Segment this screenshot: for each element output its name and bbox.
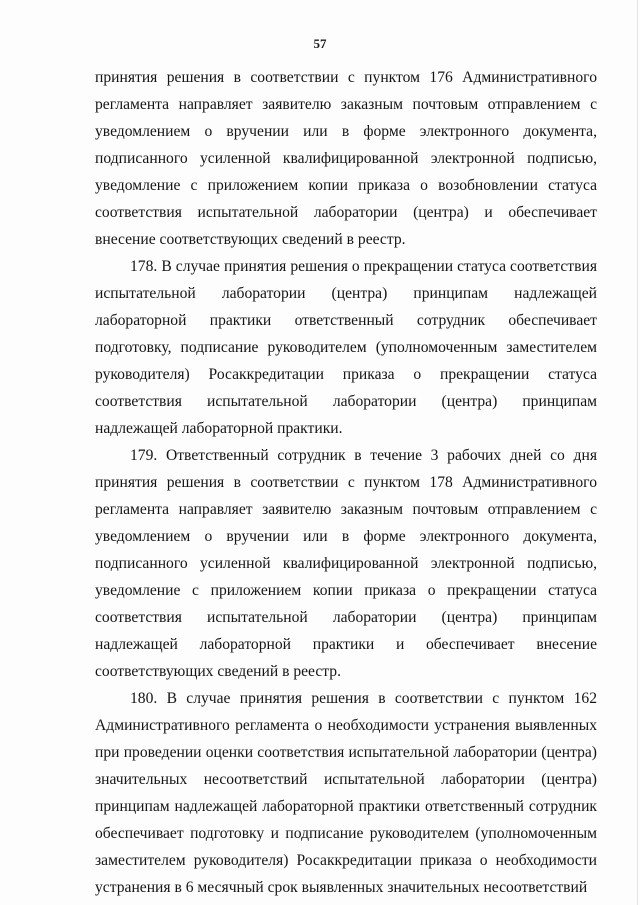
paragraph-180: 180. В случае принятия решения в соответствии с пунктом 162 Административного регламента о необходимости устранения выявленных при проведении оценки соответствия испытательной лаборатории (центра) значительных несоответствий испытательной лаборатории (центра) принципам надлежащей лабораторной практики ответственный сотрудник обеспечивает подготовку и подписание руководителем (уполномоченным заместителем руководителя) Росаккредитации приказа о необходимости устранения в 6 месячный срок выявленных значительных несоответствий <box>95 690 597 896</box>
paragraph-177-continuation: принятия решения в соответствии с пунктом 176 Административного регламента направляет заявителю заказным почтовым отправлением с уведомлением о вручении или в форме электронного документа, подписанного усиленной квалифицированной электронной подписью, уведомление с приложением копии приказа о возобновлении статуса соответствия испытательной лаборатории (центра) и обеспечивает внесение соответствующих сведений в реестр. <box>95 69 597 248</box>
page-number: 57 <box>313 36 327 51</box>
scan-edge-divider <box>637 0 638 905</box>
paragraph-179: 179. Ответственный сотрудник в течение 3 рабочих дней со дня принятия решения в соответствии с пунктом 178 Административного регламента направляет заявителю заказным почтовым отправлением с уведомлением о вручении или в форме электронного документа, подписанного усиленной квалифицированной электронной подписью, уведомление с приложением копии приказа о прекращении статуса соответствия испытательной лаборатории (центра) принципам надлежащей лабораторной практики и обеспечивает внесение соответствующих сведений в реестр. <box>95 447 597 680</box>
document-body <box>95 64 597 901</box>
paragraph-178: 178. В случае принятия решения о прекращении статуса соответствия испытательной лаборатории (центра) принципам надлежащей лабораторной практики ответственный сотрудник обеспечивает подготовку, подписание руководителем (уполномоченным заместителем руководителя) Росаккредитации приказа о прекращении статуса соответствия испытательной лаборатории (центра) принципам надлежащей лабораторной практики. <box>95 258 597 437</box>
